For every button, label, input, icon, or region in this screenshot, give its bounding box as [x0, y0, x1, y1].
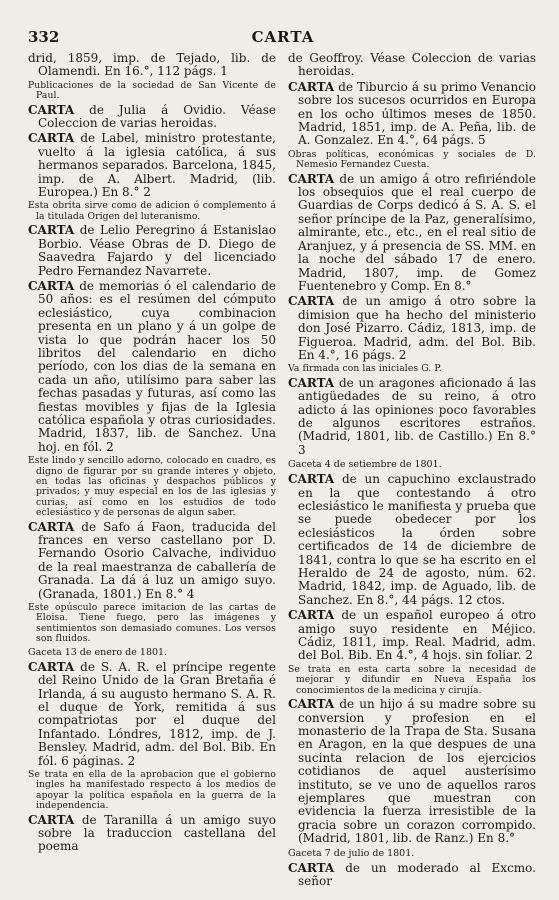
catalog-entry: CARTA de Tiburcio á su primo Venancio sobre los sucesos ocurridos en Europa en los ocho últimos meses de 1850. Madrid, 1851, imp. de A. Peña, lib. de A. Gonzalez. En 4.°, 64 págs. 5 — [288, 79, 536, 148]
entry-keyword: CARTA — [288, 294, 335, 309]
entry-keyword: CARTA — [28, 519, 75, 534]
catalog-entry: CARTA de Lelio Peregrino á Estanislao Borbio. Véase Obras de D. Diego de Saavedra Fajardo y del licenciado Pedro Fernandez Navarrete. — [28, 223, 276, 278]
running-head: CARTA — [251, 28, 315, 46]
entry-keyword: CARTA — [28, 223, 75, 238]
entry-note: Va firmada con las iniciales G. P. — [288, 363, 442, 375]
catalog-entry: CARTA de un aragones aficionado á las antigüedades de su reino, á otro adicto á las opiniones poco favorables de algunos escritores estraños. (Madrid, 1801, lib. de Castillo.) En 8.° 3 — [288, 375, 536, 457]
entry-keyword: CARTA — [288, 860, 335, 875]
catalog-entry: CARTA de un moderado al Excmo. señor — [288, 860, 536, 888]
left-column — [28, 52, 276, 856]
catalog-entry: CARTA de un amigo á otro refiriéndole los obsequios que el real cuerpo de Guardias de Corps dedicó á S. A. S. el señor príncipe de la Paz, generalísimo, almirante, etc., etc., en el real sitio de Aranjuez, y á presencia de SS. MM. en la noche del sábado 17 de enero. Madrid, 1807, imp. de Gomez Fuentenebro y Comp. En 8.° — [288, 171, 536, 293]
gazette-reference: Gaceta 7 de julio de 1801. — [288, 847, 415, 859]
entry-keyword: CARTA — [28, 102, 75, 117]
catalog-entry: CARTA de memorias ó el calendario de 50 años: es el resúmen del cómputo eclesiástico, cuya combinacion presenta en un plano y á un golpe de vista lo que podrán hacer los 50 libritos del calendario en dicho período, con los dias de la semana en cada un año, utilísimo para saber las fechas pasadas y futuras, así como las fiestas movibles y fijas de la Iglesia católica española y otras curiosidades. Madrid, 1837, lib. de Sanchez. Una hoj. en fól. 2 — [28, 278, 276, 454]
entry-keyword: CARTA — [288, 472, 335, 487]
catalog-entry: CARTA de un español europeo á otro amigo suyo residente en Méjico. Cádiz, 1811, imp. Real. Madrid, adm. del Bol. Bib. En 4.°, 4 hojs. sin foliar. 2 — [288, 608, 536, 663]
page-number: 332 — [28, 28, 60, 46]
catalog-entry: CARTA de Taranilla á un amigo suyo sobre la traduccion castellana del poema — [28, 812, 276, 854]
entry-note: Obras políticas, económicas y sociales de D. Nemesio Fernandez Cuesta. — [288, 148, 536, 171]
catalog-entry: CARTA de un hijo á su madre sobre su conversion y profesion en el monasterio de la Trapa de Sta. Susana en Aragon, en la que despues de una sucinta relacion de los ejercicios cotidianos de aquel austerísimo instituto, se ve uno de aquellos raros ejemplares que muestran con evidencia la fuerza irresistible de la gracia sobre un corazon corrompido. (Madrid, 1801, lib. de Ranz.) En 8.° — [288, 697, 536, 846]
entry-note: Publicaciones de la sociedad de San Vicente de Paul. — [28, 79, 276, 102]
catalog-entry: CARTA de Safo á Faon, traducida del frances en verso castellano por D. Fernando Osorio Calvache, individuo de la real maestranza de caballería de Granada. La dá á luz un amigo suyo. (Granada, 1801.) En 8.° 4 — [28, 519, 276, 601]
right-column — [288, 52, 536, 890]
entry-keyword: CARTA — [28, 131, 75, 146]
entry-note: Esta obrita sirve como de adicion ó complemento á la titulada Origen del luteranismo. — [28, 200, 276, 222]
catalog-entry: CARTA de un amigo á otro sobre la dimision que ha hecho del ministerio don José Pizarro. Cádiz, 1813, imp. de Figueroa. Madrid, adm. del Bol. Bib. En 4.°, 16 págs. 2 — [288, 294, 536, 362]
entry-keyword: CARTA — [28, 812, 75, 827]
entry-keyword: CARTA — [288, 697, 335, 712]
entry-note: Se trata en esta carta sobre la necesidad de mejorar y difundir en Nueva España los conocimientos de la medicina y cirujía. — [288, 663, 536, 696]
entry-keyword: CARTA — [288, 608, 335, 623]
catalog-entry: CARTA de un capuchino exclaustrado en la que contestando á otro eclesiástico le manifiesta y prueba que se puede obedecer por los eclesiásticos la órden sobre certificados de 14 de diciembre de 1841, contra lo que se ha escrito en el Heraldo de 24 de agosto, núm. 62. Madrid, 1842, imp. de Aguado, lib. de Sanchez. En 8.°, 44 págs. 12 ctos. — [288, 472, 536, 607]
gazette-reference: Gaceta 4 de setiembre de 1801. — [288, 459, 442, 471]
catalog-entry: de Geoffroy. Véase Coleccion de varias heroidas. — [288, 51, 536, 79]
catalog-entry: CARTA de Label, ministro protestante, vuelto á la iglesia católica, á sus hermanos separados. Barcelona, 1845, imp. de A. Albert. Madrid, (lib. Europea.) En 8.° 2 — [28, 131, 276, 200]
entry-keyword: CARTA — [288, 375, 335, 390]
gazette-reference: Gaceta 13 de enero de 1801. — [28, 646, 168, 658]
entry-keyword: CARTA — [28, 659, 75, 674]
entry-keyword: CARTA — [288, 171, 335, 186]
entry-keyword: CARTA — [28, 278, 75, 293]
entry-keyword: CARTA — [288, 79, 335, 94]
page-header — [28, 28, 538, 50]
entry-note: Este opúsculo parece imitacion de las cartas de Eloisa. Tiene fuego, pero las imágenes y sentimientos son demasiado comunes. Los versos son fluidos. — [28, 602, 276, 645]
catalog-entry: CARTA de Julia á Ovidio. Véase Coleccion de varias heroidas. — [28, 102, 276, 131]
catalog-entry: CARTA de S. A. R. el príncipe regente del Reino Unido de la Gran Bretaña é Irlanda, á su augusto hermano S. A. R. el duque de York, remitida á sus compatriotas por el duque del Infantado. Lóndres, 1812, imp. de J. Bensley. Madrid, adm. del Bol. Bib. En fól. 6 páginas. 2 — [28, 659, 276, 768]
catalog-entry: drid, 1859, imp. de Tejado, lib. de Olamendi. En 16.°, 112 págs. 1 — [28, 51, 276, 79]
entry-note: Se trata en ella de la aprobacion que el gobierno ingles ha manifestado respecto á los medios de apoyar la política española en la guerra de la independencia. — [28, 768, 276, 812]
entry-note: Este lindo y sencillo adorno, colocado en cuadro, es digno de figurar por su grande interes y objeto, en todas las oficinas y despachos públicos y privados; y muy especial en los de las iglesias y curias, así como en los estudios de todo eclesiástico y de personas de algun saber. — [28, 455, 276, 519]
